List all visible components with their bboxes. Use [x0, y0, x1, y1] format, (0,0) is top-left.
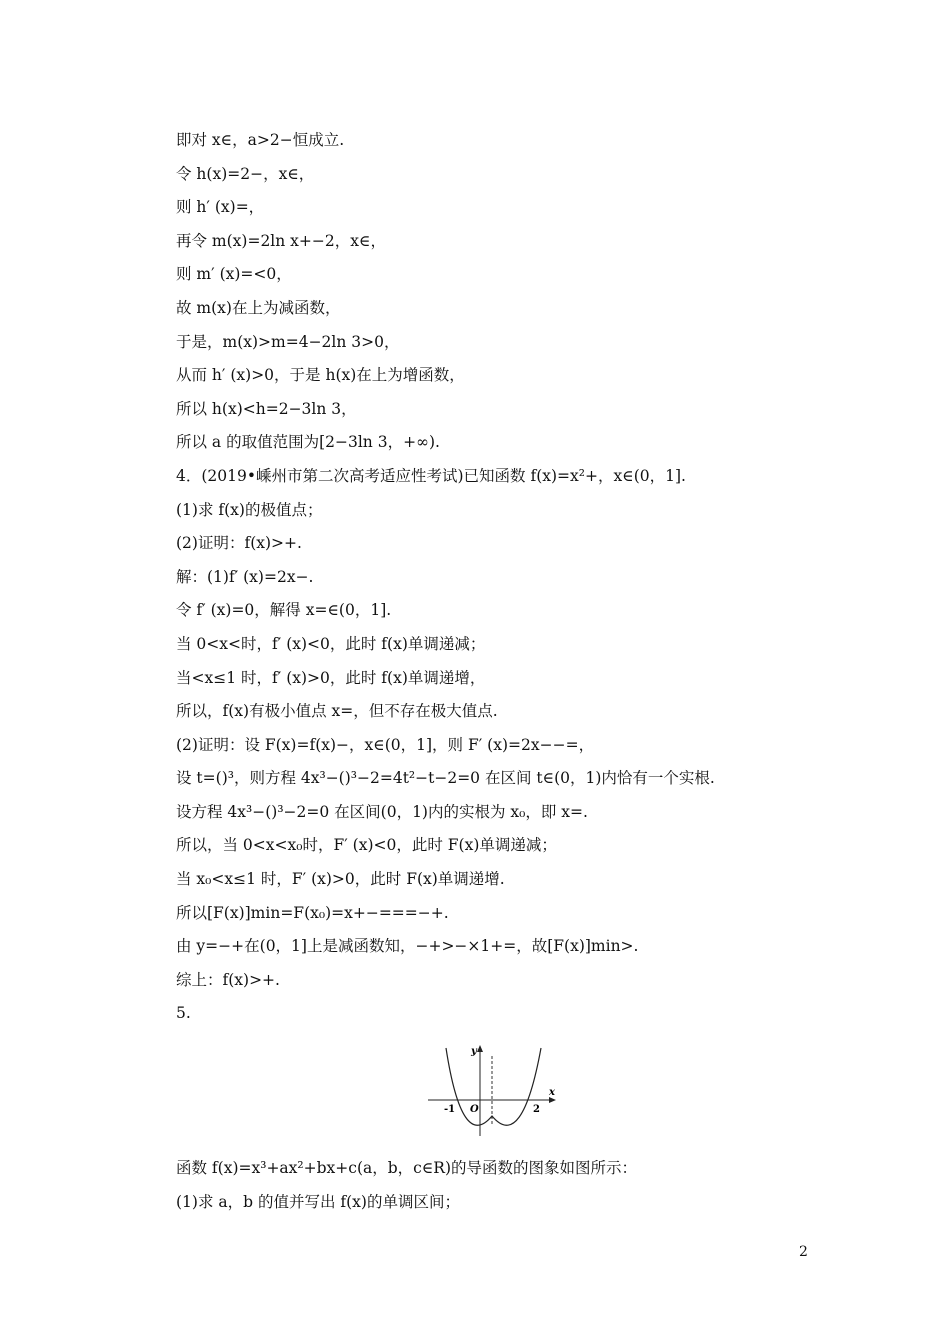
document-body [176, 124, 816, 1031]
text-line: 即对 x∈，a>2−恒成立. [176, 131, 345, 149]
text-line: (1)求 f(x)的极值点； [176, 500, 323, 519]
text-line: 解：(1)f′ (x)=2x−. [176, 567, 314, 586]
text-line: 综上：f(x)>+. [176, 970, 280, 989]
parabola-curve [446, 1048, 541, 1125]
text-line: (2)证明：设 F(x)=f(x)−，x∈(0，1]，则 F′ (x)=2x−−=， [176, 735, 595, 754]
text-line: 所以，f(x)有极小值点 x=，但不存在极大值点. [176, 702, 498, 721]
problem-4-heading: 4．(2019•嵊州市第二次高考适应性考试)已知函数 f(x)=x²+，x∈(0，1]. [176, 466, 686, 485]
text-line: 则 h′ (x)=， [176, 198, 265, 217]
two-label: 2 [533, 1104, 540, 1115]
text-line: 令 f′ (x)=0，解得 x=∈(0，1]. [176, 601, 392, 620]
text-line: 所以[F(x)]min=F(x₀)=x+−===−+. [176, 903, 449, 922]
text-line: 再令 m(x)=2ln x+−2，x∈， [176, 231, 386, 250]
page-number: 2 [799, 1244, 808, 1260]
origin-label: O [470, 1104, 479, 1115]
text-line: 当 0<x<时，f′ (x)<0，此时 f(x)单调递减； [176, 634, 486, 653]
text-line: 函数 f(x)=x³+ax²+bx+c(a，b，c∈R)的导函数的图象如图所示： [176, 1159, 638, 1177]
derivative-graph-figure [424, 1042, 564, 1138]
text-line: 所以 h(x)<h=2−3ln 3， [176, 399, 357, 418]
y-axis-arrow [477, 1045, 483, 1052]
y-axis-label: y [471, 1046, 477, 1057]
text-line: 设 t=()³，则方程 4x³−()³−2=4t²−t−2=0 在区间 t∈(0，1)内恰有一个实根. [176, 769, 715, 788]
text-line: 于是，m(x)>m=4−2ln 3>0， [176, 332, 400, 351]
text-line: (2)证明：f(x)>+. [176, 534, 302, 553]
text-line: 当 x₀<x≤1 时，F′ (x)>0，此时 F(x)单调递增. [176, 870, 505, 889]
text-line: 则 m′ (x)=<0， [176, 265, 292, 284]
text-line: 所以，当 0<x<x₀时，F′ (x)<0，此时 F(x)单调递减； [176, 836, 557, 855]
text-line: 令 h(x)=2−，x∈， [176, 164, 315, 183]
x-axis-label: x [549, 1087, 555, 1098]
text-line: 故 m(x)在上为减函数， [176, 298, 341, 317]
problem-5-text [176, 1152, 816, 1219]
text-line: (1)求 a，b 的值并写出 f(x)的单调区间； [176, 1192, 460, 1211]
text-line: 当<x≤1 时，f′ (x)>0，此时 f(x)单调递增， [176, 668, 486, 687]
text-line: 所以 a 的取值范围为[2−3ln 3，+∞). [176, 433, 440, 452]
neg-one-label: -1 [444, 1104, 456, 1115]
text-line: 由 y=−+在(0，1]上是减函数知，−+>−×1+=，故[F(x)]min>. [176, 937, 639, 956]
text-line: 从而 h′ (x)>0，于是 h(x)在上为增函数， [176, 366, 465, 385]
problem-5-number: 5. [176, 1004, 191, 1023]
text-line: 设方程 4x³−()³−2=0 在区间(0，1)内的实根为 x₀，即 x=. [176, 802, 588, 821]
